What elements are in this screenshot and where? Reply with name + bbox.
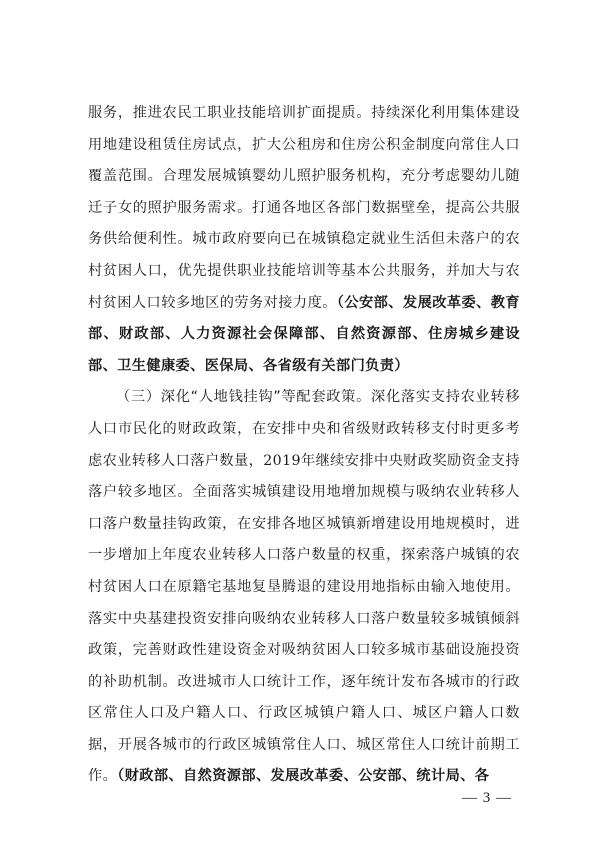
paragraph-body: 服务，推进农民工职业技能培训扩面提质。持续深化利用集体建设用地建设租赁住房试点，扩大公租房和住房公积金制度向常住人口覆盖范围。合理发展城镇婴幼儿照护服务机构，充分考虑婴幼儿随迁子女的照护服务需求。打通各地区各部门数据壁垒，提高公共服务供给便利性。城市政府要向已在城镇稳定就业生活但未落户的农村贫困人口，优先提供职业技能培训等基本公共服务，并加大与农村贫困人口较多地区的劳务对接力度。	[88, 105, 520, 311]
paragraph-section-3	[88, 382, 520, 793]
responsible-departments: （财政部、自然资源部、发展改革委、公安部、统计局、各	[117, 768, 490, 785]
paragraph-body: 深化落实支持农业转移人口市民化的财政政策，在安排中央和省级财政转移支付时更多考虑农业转移人口落户数量，2019年继续安排中央财政奖励资金支持落户较多地区。全面落实城镇建设用地增加规模与吸纳农业转移人口落户数量挂钩政策，在安排各地区城镇新增建设用地规模时，进一步增加上年度农业转移人口落户数量的权重，探索落户城镇的农村贫困人口在原籍宅基地复垦腾退的建设用地指标由输入地使用。落实中央基建投资安排向吸纳农业转移人口落户数量较多城镇倾斜政策，完善财政性建设资金对吸纳贫困人口较多城市基础设施投资的补助机制。改进城市人口统计工作，逐年统计发布各城市的行政区常住人口及户籍人口、行政区城镇户籍人口、城区户籍人口数据，开展各城市的行政区城镇常住人口、城区常住人口统计前期工作。	[88, 389, 520, 785]
body-text	[88, 98, 520, 793]
responsible-departments: （公安部、发展改革委、教育部、财政部、人力资源社会保障部、自然资源部、住房城乡建设部、卫生健康委、医保局、各省级有关部门负责）	[88, 294, 520, 374]
paragraph-continued	[88, 98, 520, 382]
section-heading: （三）深化“人地钱挂钩”等配套政策。	[116, 389, 372, 406]
page-number: — 3 —	[462, 790, 512, 806]
